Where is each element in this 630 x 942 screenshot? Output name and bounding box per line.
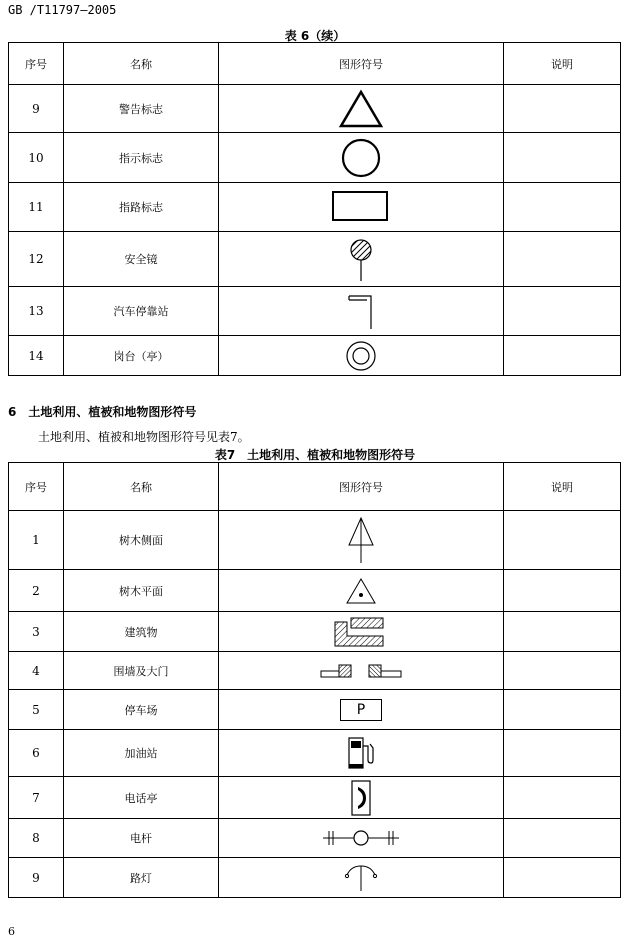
- row-number: 7: [9, 777, 64, 819]
- section-heading: 6 土地利用、植被和地物图形符号: [8, 405, 197, 419]
- document-header: GB /T11797—2005: [8, 3, 117, 17]
- table7: [8, 462, 621, 898]
- row-symbol: [219, 777, 504, 819]
- table7-caption: 表7 土地利用、植被和地物图形符号: [214, 448, 416, 462]
- table-row: [9, 183, 621, 232]
- table6-caption: 表 6（续）: [284, 29, 346, 43]
- column-header: 名称: [64, 463, 219, 511]
- row-note: [504, 287, 621, 336]
- table-row: [9, 690, 621, 730]
- row-number: 12: [9, 232, 64, 287]
- row-note: [504, 652, 621, 690]
- row-symbol: [219, 287, 504, 336]
- row-name: 加油站: [64, 730, 219, 777]
- section-paragraph: 土地利用、植被和地物图形符号见表7。: [38, 430, 250, 444]
- row-symbol: [219, 183, 504, 232]
- table-row: [9, 612, 621, 652]
- row-name: 停车场: [64, 690, 219, 730]
- row-symbol: [219, 336, 504, 376]
- row-symbol: [219, 85, 504, 133]
- row-name: 安全镜: [64, 232, 219, 287]
- row-name: 岗台（亭）: [64, 336, 219, 376]
- row-number: 11: [9, 183, 64, 232]
- row-symbol: [219, 133, 504, 183]
- table7-header-row: [9, 463, 621, 511]
- column-header: 说明: [504, 463, 621, 511]
- row-name: 汽车停靠站: [64, 287, 219, 336]
- row-symbol: [219, 652, 504, 690]
- row-symbol: [219, 612, 504, 652]
- column-header: 说明: [504, 43, 621, 85]
- table-row: [9, 858, 621, 898]
- row-note: [504, 232, 621, 287]
- row-note: [504, 133, 621, 183]
- column-header: 序号: [9, 43, 64, 85]
- row-symbol: [219, 858, 504, 898]
- row-note: [504, 777, 621, 819]
- row-note: [504, 570, 621, 612]
- row-note: [504, 819, 621, 858]
- page-number: 6: [8, 925, 15, 938]
- row-name: 警告标志: [64, 85, 219, 133]
- row-number: 2: [9, 570, 64, 612]
- parking-letter: P: [356, 701, 366, 718]
- row-name: 树木侧面: [64, 511, 219, 570]
- row-number: 13: [9, 287, 64, 336]
- table-row: [9, 730, 621, 777]
- row-name: 路灯: [64, 858, 219, 898]
- building-icon: [333, 616, 389, 648]
- tree-plan-icon: [344, 576, 378, 606]
- table-row: [9, 511, 621, 570]
- table-row: [9, 133, 621, 183]
- row-symbol: [219, 232, 504, 287]
- row-number: 4: [9, 652, 64, 690]
- row-name: 电话亭: [64, 777, 219, 819]
- table6-header-row: [9, 43, 621, 85]
- row-name: 树木平面: [64, 570, 219, 612]
- triangle-icon: [337, 89, 385, 129]
- row-name: 建筑物: [64, 612, 219, 652]
- row-note: [504, 336, 621, 376]
- table-row: [9, 777, 621, 819]
- phone-booth-icon: [350, 779, 372, 817]
- table-row: [9, 652, 621, 690]
- row-number: 3: [9, 612, 64, 652]
- row-symbol: [219, 730, 504, 777]
- row-number: 10: [9, 133, 64, 183]
- row-number: 1: [9, 511, 64, 570]
- street-lamp-icon: [341, 863, 381, 893]
- table-row: [9, 336, 621, 376]
- circle-icon: [339, 136, 383, 180]
- table6: [8, 42, 621, 376]
- table-row: [9, 287, 621, 336]
- row-name: 指路标志: [64, 183, 219, 232]
- rectangle-icon: [331, 190, 391, 224]
- row-number: 9: [9, 85, 64, 133]
- bus-stop-icon: [346, 291, 376, 331]
- column-header: 名称: [64, 43, 219, 85]
- tree-side-icon: [346, 515, 376, 565]
- row-symbol: [219, 511, 504, 570]
- row-symbol: [219, 570, 504, 612]
- pole-icon: [321, 828, 401, 848]
- row-note: [504, 85, 621, 133]
- row-number: 14: [9, 336, 64, 376]
- row-number: 9: [9, 858, 64, 898]
- row-number: 5: [9, 690, 64, 730]
- row-name: 围墙及大门: [64, 652, 219, 690]
- parking-icon: [340, 699, 382, 721]
- row-name: 指示标志: [64, 133, 219, 183]
- row-number: 8: [9, 819, 64, 858]
- row-note: [504, 511, 621, 570]
- row-symbol: [219, 690, 504, 730]
- row-note: [504, 730, 621, 777]
- table-row: [9, 819, 621, 858]
- table-row: [9, 232, 621, 287]
- row-note: [504, 858, 621, 898]
- table-row: [9, 570, 621, 612]
- column-header: 序号: [9, 463, 64, 511]
- column-header: 图形符号: [219, 463, 504, 511]
- row-name: 电杆: [64, 819, 219, 858]
- mirror-icon: [346, 236, 376, 282]
- gas-station-icon: [345, 734, 377, 772]
- row-note: [504, 183, 621, 232]
- wall-gate-icon: [319, 663, 403, 679]
- row-symbol: [219, 819, 504, 858]
- row-note: [504, 690, 621, 730]
- row-number: 6: [9, 730, 64, 777]
- table-row: [9, 85, 621, 133]
- row-note: [504, 612, 621, 652]
- column-header: 图形符号: [219, 43, 504, 85]
- kiosk-icon: [344, 339, 378, 373]
